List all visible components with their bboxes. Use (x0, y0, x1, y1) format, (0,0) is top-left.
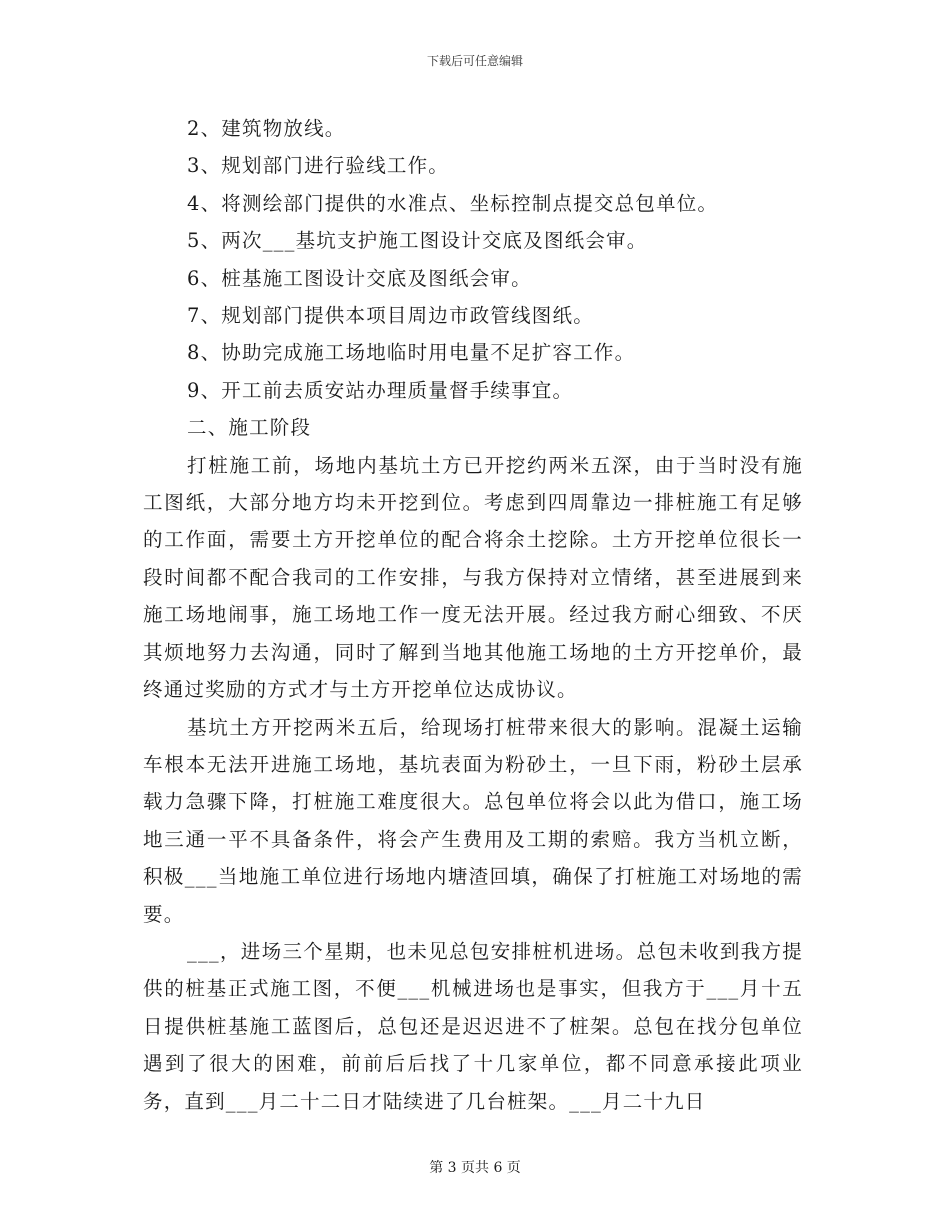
paragraph: 打桩施工前，场地内基坑土方已开挖约两米五深，由于当时没有施工图纸，大部分地方均未开挖到位。考虑到四周靠边一排桩施工有足够的工作面，需要土方开挖单位的配合将余土挖除。土方开挖单位很长一段时间都不配合我司的工作安排，与我方保持对立情绪，甚至进展到来施工场地闹事，施工场地工作一度无法开展。经过我方耐心细致、不厌其烦地努力去沟通，同时了解到当地其他施工场地的土方开挖单价，最终通过奖励的方式才与土方开挖单位达成协议。 (143, 453, 803, 702)
section-heading: 二、施工阶段 (187, 416, 312, 440)
page-header: 下载后可任意编辑 (426, 54, 523, 68)
list-item: 6、桩基施工图设计交底及图纸会审。 (187, 266, 532, 290)
list-item: 9、开工前去质安站办理质量督手续事宜。 (187, 378, 574, 402)
paragraph: 基坑土方开挖两米五后，给现场打桩带来很大的影响。混凝土运输车根本无法开进施工场地，基坑表面为粉砂土，一旦下雨，粉砂土层承载力急骤下降，打桩施工难度很大。总包单位将会以此为借口，施工场地三通一平不具备条件，将会产生费用及工期的索赔。我方当机立断，积极___当地施工单位进行场地内塘渣回填，确保了打桩施工对场地的需要。 (143, 715, 803, 926)
list-item: 7、规划部门提供本项目周边市政管线图纸。 (187, 304, 594, 328)
list-item: 5、两次___基坑支护施工图设计交底及图纸会审。 (187, 229, 648, 253)
list-item: 8、协助完成施工场地临时用电量不足扩容工作。 (187, 341, 636, 365)
list-item: 2、建筑物放线。 (187, 117, 346, 140)
list-item: 4、将测绘部门提供的水准点、坐标控制点提交总包单位。 (187, 191, 719, 215)
list-item: 3、规划部门进行验线工作。 (187, 154, 450, 178)
paragraph: ___，进场三个星期，也未见总包安排桩机进场。总包未收到我方提供的桩基正式施工图，不便___机械进场也是事实，但我方于___月十五日提供桩基施工蓝图后，总包还是迟迟进不了桩架。总包在找分包单位遇到了很大的困难，前前后后找了十几家单位，都不同意承接此项业务，直到___月二十二日才陆续进了几台桩架。___月二十九日 (143, 939, 803, 1113)
document-body (143, 110, 803, 1120)
page-number: 第 3 页共 6 页 (429, 1160, 521, 1176)
